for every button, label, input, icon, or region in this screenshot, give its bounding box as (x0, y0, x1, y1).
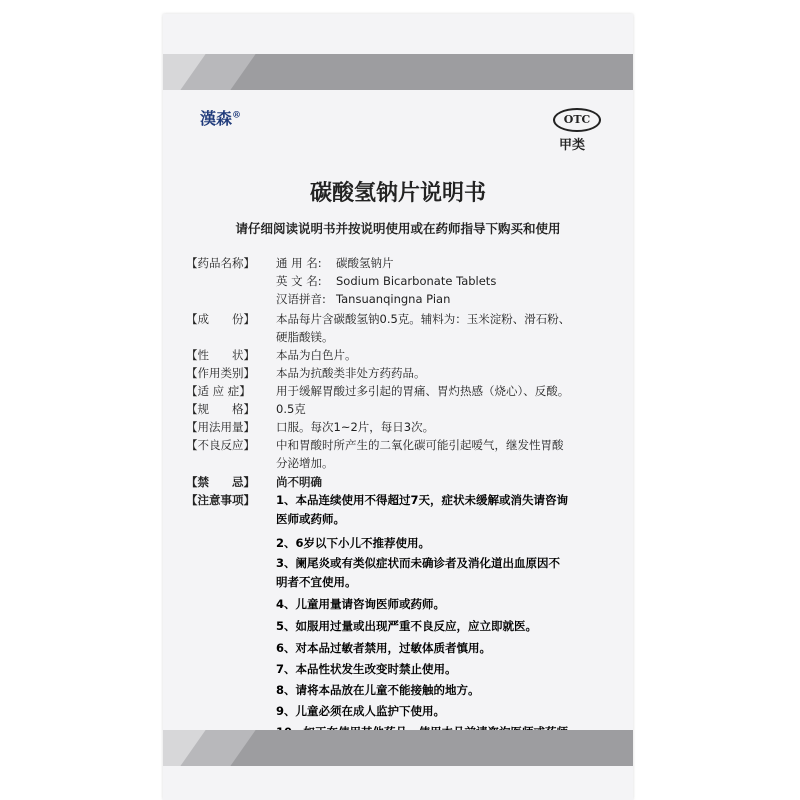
drug-name-label: 【药品名称】 (186, 256, 255, 270)
document-title: 碳酸氢钠片说明书 (309, 181, 486, 206)
otc-badge: OTC (553, 108, 601, 132)
precaution-line: 医师或药师。 (276, 512, 345, 526)
category-label: 【作用类别】 (186, 366, 255, 380)
adverse-values (276, 436, 611, 472)
registered-mark: ® (232, 110, 242, 121)
drug-leaflet (163, 14, 633, 800)
precaution-line: 1、本品连续使用不得超过7天，症状未缓解或消失请咨询 (276, 493, 569, 507)
otc-class-label: 甲类 (559, 138, 586, 153)
adverse-line-2: 分泌增加。 (276, 456, 334, 470)
bottom-decorative-band (163, 730, 633, 766)
ingredients-line-2: 硬脂酸镁。 (276, 330, 334, 344)
adverse-label: 【不良反应】 (186, 438, 255, 452)
contraindication-label: 【禁 忌】 (186, 475, 255, 489)
dosage-label: 【用法用量】 (186, 420, 255, 434)
appearance-label: 【性 状】 (186, 348, 255, 362)
dosage-value: 口服。每次1~2片，每日3次。 (276, 420, 435, 434)
spec-value: 0.5克 (276, 402, 306, 416)
brand-logo (200, 106, 241, 129)
precaution-line: 2、6岁以下小儿不推荐使用。 (276, 536, 431, 550)
precaution-line: 8、请将本品放在儿童不能接触的地方。 (276, 683, 480, 697)
precaution-line: 9、儿童必须在成人监护下使用。 (276, 704, 445, 718)
precaution-line: 明者不宜使用。 (276, 575, 357, 589)
ingredients-values (276, 310, 611, 346)
precaution-line: 4、儿童用量请咨询医师或药师。 (276, 597, 445, 611)
brand-name: 漢森 (200, 109, 233, 128)
precautions-label: 【注意事项】 (186, 493, 255, 507)
indication-value: 用于缓解胃酸过多引起的胃痛、胃灼热感（烧心）、反酸。 (276, 384, 570, 398)
ingredients-label: 【成 份】 (186, 312, 255, 326)
ingredients-line-1: 本品每片含碳酸氢钠0.5克。辅料为：玉米淀粉、滑石粉、 (276, 312, 571, 326)
precaution-line: 5、如服用过量或出现严重不良反应，应立即就医。 (276, 619, 537, 633)
english-name-label: 英 文 名: (276, 274, 322, 288)
pinyin-label: 汉语拼音: (276, 292, 326, 306)
contraindication-value: 尚不明确 (276, 475, 322, 489)
adverse-line-1: 中和胃酸时所产生的二氧化碳可能引起嗳气，继发性胃酸 (276, 438, 564, 452)
precaution-line: 6、对本品过敏者禁用，过敏体质者慎用。 (276, 641, 491, 655)
appearance-value: 本品为白色片。 (276, 348, 357, 362)
common-name-value: 碳酸氢钠片 (336, 256, 394, 270)
english-name-value: Sodium Bicarbonate Tablets (336, 274, 497, 288)
top-decorative-band (163, 54, 633, 90)
category-value: 本品为抗酸类非处方药药品。 (276, 366, 426, 380)
pinyin-value: Tansuanqingna Pian (336, 292, 451, 306)
precaution-line: 7、本品性状发生改变时禁止使用。 (276, 662, 457, 676)
indication-label: 【适 应 症】 (186, 384, 251, 398)
drug-name-values (276, 254, 611, 308)
common-name-label: 通 用 名: (276, 256, 322, 270)
precaution-line: 3、阑尾炎或有类似症状而未确诊者及消化道出血原因不 (276, 556, 560, 570)
document-subtitle: 请仔细阅读说明书并按说明使用或在药师指导下购买和使用 (235, 221, 561, 236)
spec-label: 【规 格】 (186, 402, 255, 416)
